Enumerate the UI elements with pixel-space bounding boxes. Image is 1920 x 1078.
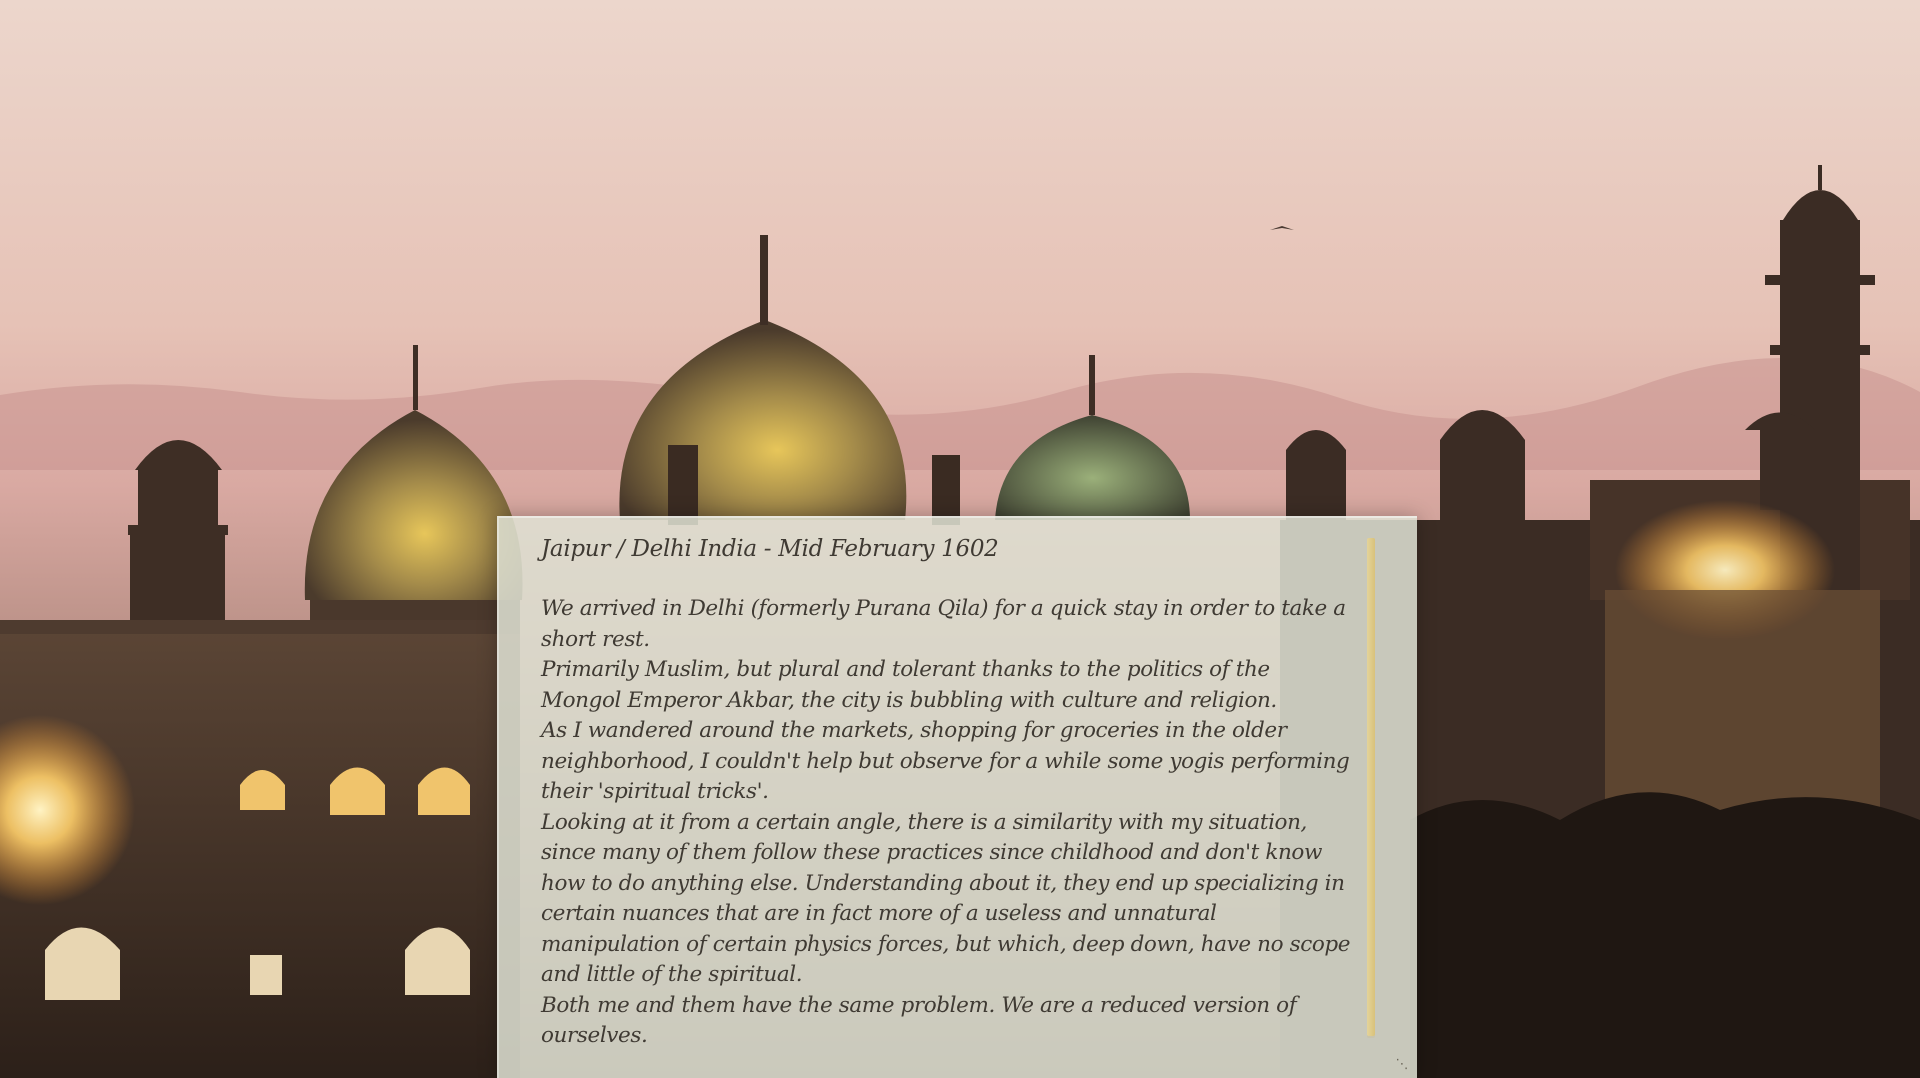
resize-grip-icon[interactable]: ⋱: [1395, 1057, 1409, 1072]
journal-title: Jaipur / Delhi India - Mid February 1602: [541, 536, 999, 562]
journal-paragraph: We arrived in Delhi (formerly Purana Qila) for a quick stay in order to take a short rest.: [541, 596, 1346, 652]
journal-paragraph: As I wandered around the markets, shopping for groceries in the older neighborhood, I couldn't help but observe for a while some yogis performing their 'spiritual tricks'.: [541, 718, 1350, 804]
journal-paragraph: Primarily Muslim, but plural and tolerant thanks to the politics of the Mongol Emperor Akbar, the city is bubbling with culture and religion.: [541, 657, 1277, 713]
journal-scrollbar[interactable]: [1367, 538, 1375, 1038]
journal-panel: [497, 516, 1417, 1078]
journal-paragraph: Both me and them have the same problem. We are a reduced version of ourselves.: [541, 992, 1297, 1048]
journal-paragraph: Looking at it from a certain angle, there is a similarity with my situation, since many of them follow these practices since childhood and don't know how to do anything else. Understanding about it, they end up specializing in certain nuances that are in fact more of a useless and unnatural manipulation of certain physics forces, but which, deep down, have no scope and little of the spiritual.: [541, 809, 1351, 987]
scrollbar-thumb[interactable]: [1367, 538, 1375, 1036]
